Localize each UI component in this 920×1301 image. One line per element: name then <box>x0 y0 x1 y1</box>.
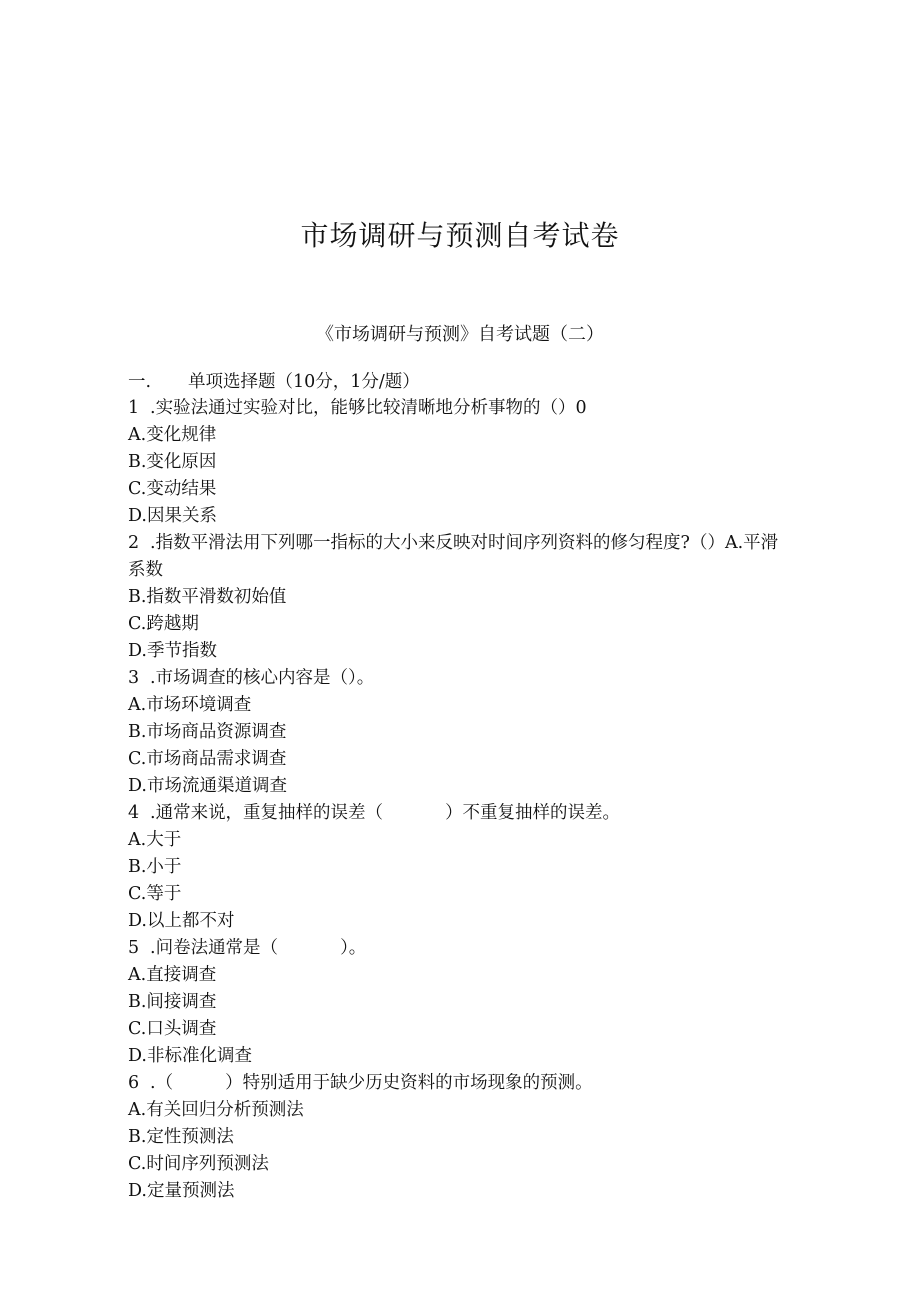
question-6 <box>128 1070 788 1097</box>
question-number: 4 <box>128 803 140 823</box>
question-number: 1 <box>128 398 140 418</box>
question-3 <box>128 665 788 692</box>
option-d: D.市场流通渠道调查 <box>128 776 287 796</box>
question-stem-before: .通常来说，重复抽样的误差（ <box>150 803 384 823</box>
document-subtitle: 《市场调研与预测》自考试题（二） <box>316 324 604 345</box>
option-a: A.变化规律 <box>128 425 217 445</box>
option-c: C.等于 <box>128 884 182 904</box>
option-b: B.变化原因 <box>128 452 217 472</box>
question-number: 5 <box>128 938 140 958</box>
option-c: C.跨越期 <box>128 614 199 634</box>
question-stem: .市场调查的核心内容是（）。 <box>150 668 375 688</box>
section-heading <box>128 369 788 395</box>
question-stem: .实验法通过实验对比，能够比较清晰地分析事物的（）0 <box>150 398 587 418</box>
question-stem-after: ）特别适用于缺少历史资料的市场现象的预测。 <box>225 1073 593 1093</box>
option-a: A.直接调查 <box>128 965 217 985</box>
option-b: B.间接调查 <box>128 992 217 1012</box>
option-d: D.因果关系 <box>128 506 217 526</box>
option-a: A.大于 <box>128 830 182 850</box>
option-c: C.口头调查 <box>128 1019 217 1039</box>
question-1 <box>128 395 788 422</box>
option-a: A.市场环境调查 <box>128 695 252 715</box>
document-title: 市场调研与预测自考试卷 <box>300 219 620 252</box>
option-d: D.非标准化调查 <box>128 1046 252 1066</box>
option-b: B.市场商品资源调查 <box>128 722 287 742</box>
question-number: 6 <box>128 1073 140 1093</box>
question-stem-before: .（ <box>150 1073 174 1093</box>
section-number: 一. <box>128 372 152 392</box>
question-4 <box>128 800 788 827</box>
question-stem-after: ）不重复抽样的误差。 <box>445 803 621 823</box>
question-5 <box>128 935 788 962</box>
question-number: 3 <box>128 668 140 688</box>
question-2 <box>128 530 788 584</box>
section-title: 单项选择题（10分，1分/题） <box>188 372 420 392</box>
option-d: D.以上都不对 <box>128 911 235 931</box>
option-b: B.指数平滑数初始值 <box>128 587 287 607</box>
question-stem-before: .问卷法通常是（ <box>150 938 279 958</box>
option-c: C.时间序列预测法 <box>128 1154 269 1174</box>
question-stem-after: ）。 <box>340 938 367 958</box>
question-stem: .指数平滑法用下列哪一指标的大小来反映对时间序列资料的修匀程度?（）A.平滑系数 <box>128 533 779 580</box>
option-d: D.季节指数 <box>128 641 217 661</box>
option-c: C.市场商品需求调查 <box>128 749 287 769</box>
option-d: D.定量预测法 <box>128 1181 235 1201</box>
option-b: B.定性预测法 <box>128 1127 234 1147</box>
option-c: C.变动结果 <box>128 479 217 499</box>
exam-content <box>128 369 788 1205</box>
question-number: 2 <box>128 533 140 553</box>
option-b: B.小于 <box>128 857 182 877</box>
option-a: A.有关回归分析预测法 <box>128 1100 304 1120</box>
